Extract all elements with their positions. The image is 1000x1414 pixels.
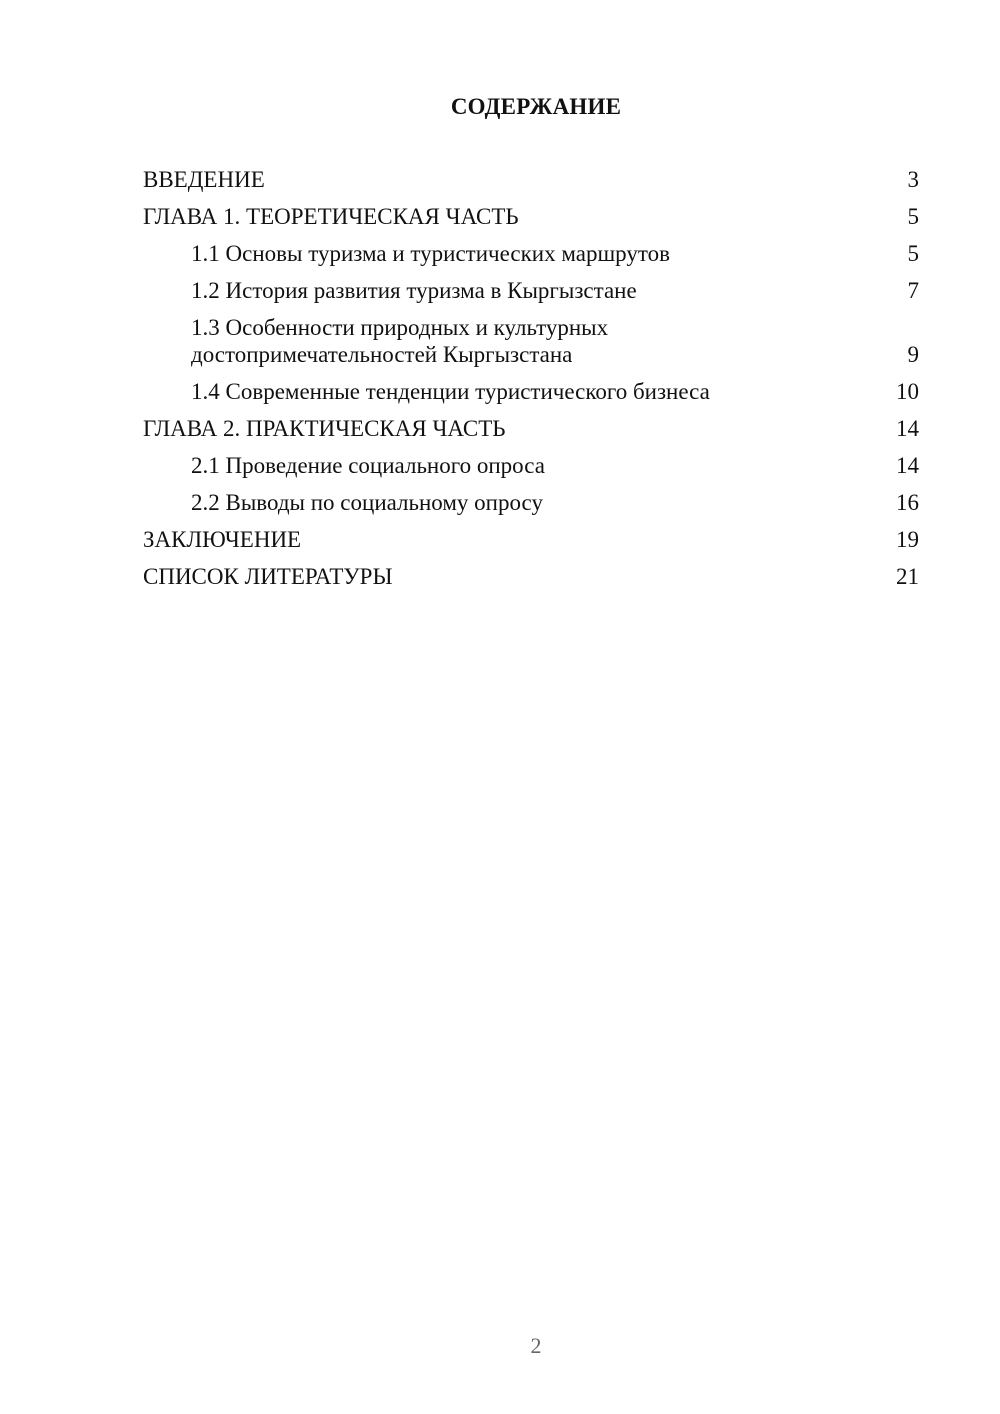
toc-entry-label: 2.1 Проведение социального опроса [191,453,545,478]
toc-entry-label: СПИСОК ЛИТЕРАТУРЫ [143,564,393,589]
toc-entry-page: 9 [907,342,919,367]
toc-entry-label: ГЛАВА 1. ТЕОРЕТИЧЕСКАЯ ЧАСТЬ [143,204,519,229]
table-of-contents [143,166,919,600]
toc-entry[interactable] [143,240,919,267]
toc-entry[interactable] [143,563,919,590]
toc-entry-page: 14 [896,416,919,441]
toc-entry-page: 5 [907,204,919,229]
toc-entry[interactable] [143,526,919,553]
toc-entry-page: 14 [896,453,919,478]
toc-entry[interactable] [143,203,919,230]
toc-entry[interactable] [143,277,919,304]
toc-entry-page: 3 [907,167,919,192]
toc-entry-page: 21 [896,564,919,589]
toc-entry-label: ВВЕДЕНИЕ [143,167,265,192]
page-title: СОДЕРЖАНИЕ [450,94,622,119]
toc-entry-label: ЗАКЛЮЧЕНИЕ [143,527,302,552]
toc-entry-label: ГЛАВА 2. ПРАКТИЧЕСКАЯ ЧАСТЬ [143,416,506,441]
toc-entry-label: 1.3 Особенности природных и культурных достопримечательностей Кыргызстана [191,315,609,367]
toc-entry-page: 5 [907,241,919,266]
toc-entry-label: 1.4 Современные тенденции туристического бизнеса [191,379,710,404]
toc-entry-label: 1.1 Основы туризма и туристических маршрутов [191,241,670,266]
toc-entry-page: 10 [896,379,919,404]
toc-entry-page: 7 [907,278,919,303]
toc-entry-label: 2.2 Выводы по социальному опросу [191,490,543,515]
toc-entry[interactable] [143,314,919,368]
toc-entry[interactable] [143,489,919,516]
toc-entry[interactable] [143,415,919,442]
toc-entry[interactable] [143,452,919,479]
toc-entry[interactable] [143,378,919,405]
toc-entry-page: 16 [896,490,919,515]
toc-entry-label: 1.2 История развития туризма в Кыргызстане [191,278,637,303]
toc-entry-page: 19 [896,527,919,552]
toc-entry[interactable] [143,166,919,193]
page-number: 2 [530,1333,542,1358]
